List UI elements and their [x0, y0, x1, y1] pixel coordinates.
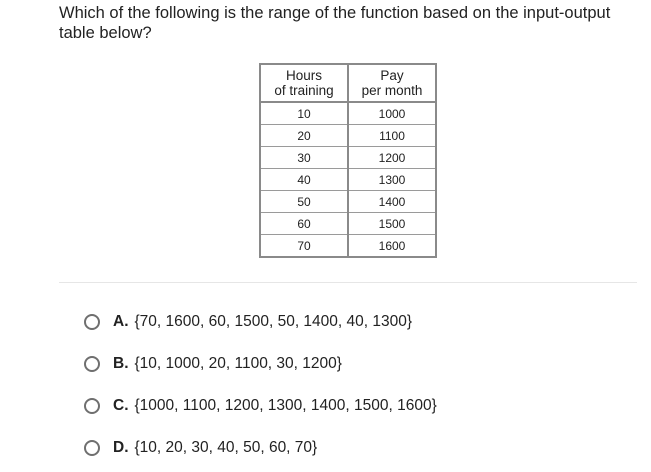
- cell-hours: 50: [260, 191, 348, 213]
- option-c-text[interactable]: [113, 388, 437, 424]
- option-letter: D.: [113, 439, 129, 456]
- table-row: [260, 102, 436, 125]
- option-c[interactable]: [84, 388, 437, 430]
- option-d[interactable]: [84, 430, 437, 472]
- section-divider: [59, 282, 637, 283]
- option-a-text[interactable]: [113, 304, 412, 340]
- cell-pay: 1200: [348, 147, 436, 169]
- header-pay-line1: Pay: [380, 67, 404, 83]
- header-hours-line2: of training: [274, 82, 334, 98]
- table-row: [260, 213, 436, 235]
- option-letter: C.: [113, 397, 129, 414]
- radio-button-icon[interactable]: [84, 314, 100, 330]
- table-row: [260, 235, 436, 258]
- option-letter: A.: [113, 313, 129, 330]
- input-output-table: [259, 63, 437, 258]
- option-b-text[interactable]: [113, 346, 342, 382]
- header-pay-per-month: [348, 64, 436, 102]
- cell-pay: 1100: [348, 125, 436, 147]
- table-row: [260, 169, 436, 191]
- option-b[interactable]: [84, 346, 437, 388]
- header-hours-of-training: [260, 64, 348, 102]
- radio-button-icon[interactable]: [84, 398, 100, 414]
- option-value: {10, 20, 30, 40, 50, 60, 70}: [134, 439, 318, 456]
- option-letter: B.: [113, 355, 129, 372]
- table-row: [260, 147, 436, 169]
- header-hours-line1: Hours: [285, 67, 322, 83]
- table-header-row: [260, 64, 436, 102]
- cell-pay: 1300: [348, 169, 436, 191]
- question-text: Which of the following is the range of the function based on the input-output table below?: [59, 4, 611, 42]
- cell-hours: 40: [260, 169, 348, 191]
- cell-pay: 1400: [348, 191, 436, 213]
- cell-hours: 70: [260, 235, 348, 258]
- answer-options: [84, 304, 437, 472]
- option-value: {1000, 1100, 1200, 1300, 1400, 1500, 1600}: [134, 397, 437, 414]
- table-row: [260, 191, 436, 213]
- cell-pay: 1600: [348, 235, 436, 258]
- cell-hours: 10: [260, 102, 348, 125]
- cell-hours: 30: [260, 147, 348, 169]
- radio-button-icon[interactable]: [84, 440, 100, 456]
- cell-pay: 1500: [348, 213, 436, 235]
- cell-hours: 60: [260, 213, 348, 235]
- header-pay-line2: per month: [361, 82, 423, 98]
- option-d-text[interactable]: [113, 430, 317, 466]
- option-a[interactable]: [84, 304, 437, 346]
- option-value: {10, 1000, 20, 1100, 30, 1200}: [134, 355, 342, 372]
- table-row: [260, 125, 436, 147]
- cell-pay: 1000: [348, 102, 436, 125]
- radio-button-icon[interactable]: [84, 356, 100, 372]
- option-value: {70, 1600, 60, 1500, 50, 1400, 40, 1300}: [134, 313, 413, 330]
- cell-hours: 20: [260, 125, 348, 147]
